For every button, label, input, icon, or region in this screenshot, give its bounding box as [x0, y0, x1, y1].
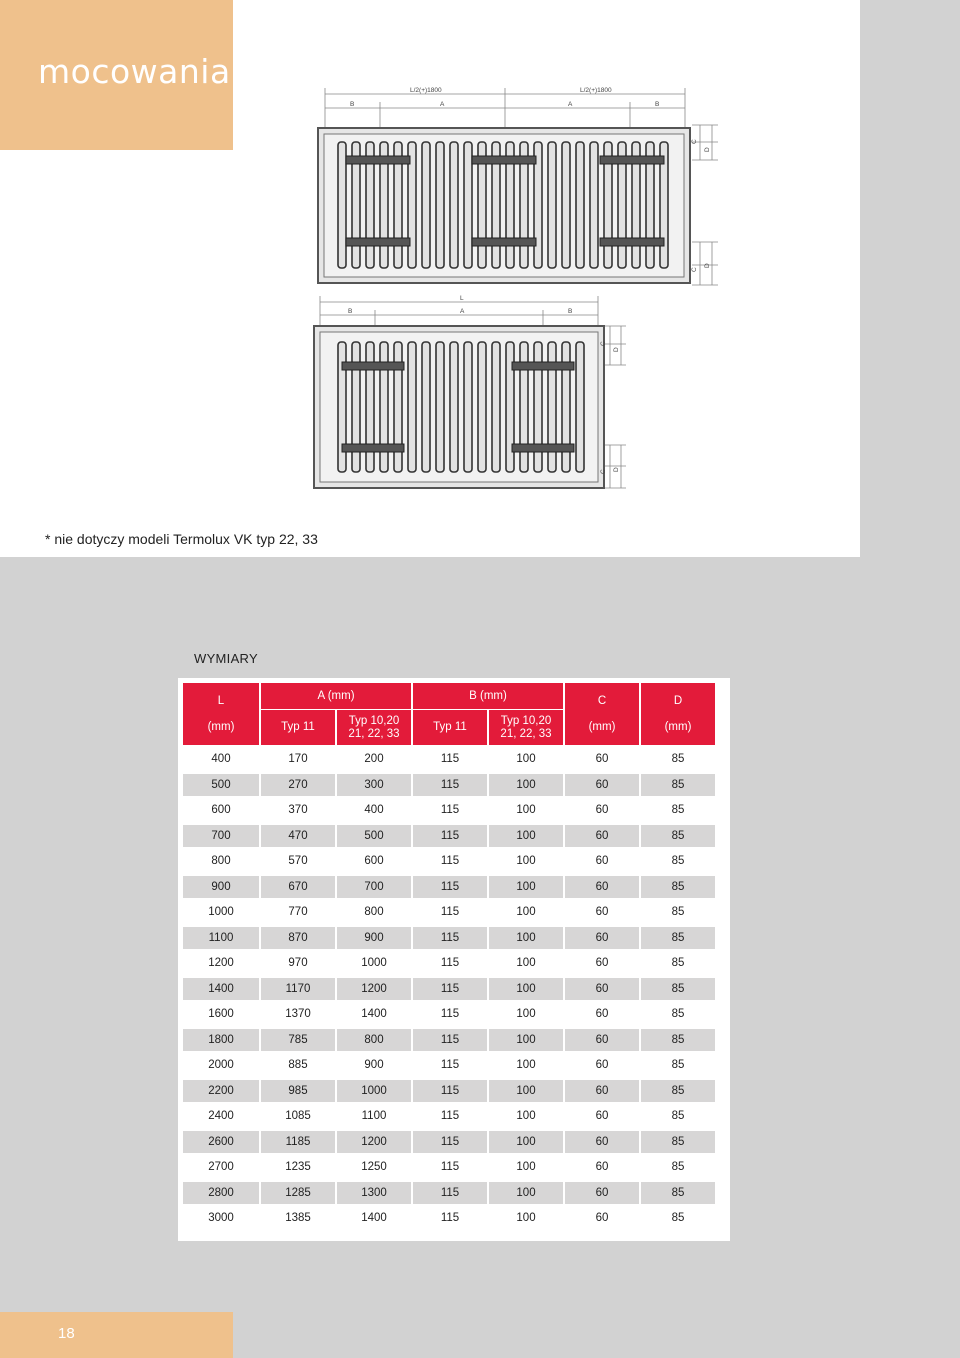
header-C: [565, 683, 639, 745]
table-cell: 85: [641, 1179, 715, 1205]
table-cell: 1000: [337, 1077, 411, 1103]
table-cell: 700: [183, 822, 259, 848]
table-cell: 100: [489, 975, 563, 1001]
dimensions-table-card: [178, 678, 730, 1241]
table-cell: 800: [183, 847, 259, 873]
page-title: mocowania: [38, 52, 231, 91]
header-B-typ11: Typ 11: [413, 710, 487, 745]
table-cell: 570: [261, 847, 335, 873]
table-cell: 60: [565, 1128, 639, 1154]
table-cell: 85: [641, 1026, 715, 1052]
table-cell: 60: [565, 1000, 639, 1026]
table-row: [183, 1102, 715, 1128]
table-cell: 85: [641, 1128, 715, 1154]
table-cell: 2600: [183, 1128, 259, 1154]
dim-top-right: L/2(+)1800: [580, 87, 612, 94]
table-cell: 100: [489, 1026, 563, 1052]
table-cell: 400: [337, 796, 411, 822]
table-cell: 2400: [183, 1102, 259, 1128]
table-cell: 1185: [261, 1128, 335, 1154]
table-cell: 115: [413, 873, 487, 899]
table-cell: 115: [413, 1153, 487, 1179]
table-cell: 600: [183, 796, 259, 822]
top-panel: [0, 0, 860, 557]
table-cell: 115: [413, 822, 487, 848]
table-cell: 1385: [261, 1204, 335, 1230]
table-cell: 85: [641, 796, 715, 822]
table-cell: 60: [565, 745, 639, 771]
table-cell: 60: [565, 771, 639, 797]
table-cell: 400: [183, 745, 259, 771]
table-cell: 100: [489, 796, 563, 822]
table-row: [183, 898, 715, 924]
table-cell: 85: [641, 745, 715, 771]
table-row: [183, 1051, 715, 1077]
header-A-typ10: Typ 10,20 21, 22, 33: [337, 710, 411, 745]
table-cell: 85: [641, 1153, 715, 1179]
table-cell: 85: [641, 949, 715, 975]
dim-label: C: [691, 267, 698, 272]
table-cell: 1370: [261, 1000, 335, 1026]
header-L: [183, 683, 259, 745]
table-cell: 785: [261, 1026, 335, 1052]
table-cell: 100: [489, 924, 563, 950]
table-cell: 115: [413, 1102, 487, 1128]
table-cell: 85: [641, 1102, 715, 1128]
table-row: [183, 1077, 715, 1103]
table-cell: 770: [261, 898, 335, 924]
title-tab: [0, 0, 233, 150]
table-cell: 1600: [183, 1000, 259, 1026]
table-row: [183, 949, 715, 975]
table-cell: 115: [413, 1179, 487, 1205]
table-cell: 85: [641, 847, 715, 873]
table-cell: 85: [641, 1000, 715, 1026]
table-cell: 985: [261, 1077, 335, 1103]
page-number: 18: [58, 1325, 75, 1342]
table-row: [183, 1204, 715, 1230]
table-row: [183, 771, 715, 797]
table-cell: 115: [413, 949, 487, 975]
table-cell: 1400: [337, 1000, 411, 1026]
dim-label: B: [348, 308, 353, 315]
table-cell: 60: [565, 873, 639, 899]
table-cell: 85: [641, 771, 715, 797]
table-cell: 100: [489, 1102, 563, 1128]
table-cell: 100: [489, 745, 563, 771]
table-cell: 1100: [337, 1102, 411, 1128]
table-cell: 1400: [337, 1204, 411, 1230]
table-cell: 885: [261, 1051, 335, 1077]
dim-label: A: [440, 101, 445, 108]
dim-label: C: [600, 341, 607, 346]
table-cell: 2200: [183, 1077, 259, 1103]
table-cell: 2700: [183, 1153, 259, 1179]
table-cell: 115: [413, 1000, 487, 1026]
dim-label: D: [704, 147, 711, 152]
table-cell: 1235: [261, 1153, 335, 1179]
table-body: [183, 745, 715, 1230]
dim-label: A: [568, 101, 573, 108]
table-cell: 900: [337, 924, 411, 950]
table-cell: 300: [337, 771, 411, 797]
table-cell: 60: [565, 1204, 639, 1230]
dim-label: D: [613, 347, 620, 352]
table-cell: 115: [413, 975, 487, 1001]
table-cell: 1200: [183, 949, 259, 975]
table-row: [183, 1128, 715, 1154]
table-cell: 85: [641, 1204, 715, 1230]
footnote: * nie dotyczy modeli Termolux VK typ 22, 33: [45, 531, 318, 547]
header-A-typ11: Typ 11: [261, 710, 335, 745]
table-cell: 1285: [261, 1179, 335, 1205]
table-cell: 85: [641, 898, 715, 924]
table-cell: 115: [413, 796, 487, 822]
table-cell: 115: [413, 771, 487, 797]
table-cell: 60: [565, 822, 639, 848]
table-cell: 100: [489, 1153, 563, 1179]
header-B: B (mm): [413, 683, 563, 710]
table-cell: 3000: [183, 1204, 259, 1230]
table-cell: 100: [489, 898, 563, 924]
mounting-drawing: [300, 80, 725, 500]
table-row: [183, 1000, 715, 1026]
header-label: L: [217, 695, 225, 707]
dim-label: A: [460, 308, 465, 315]
header-B-typ10: Typ 10,20 21, 22, 33: [489, 710, 563, 745]
table-row: [183, 975, 715, 1001]
table-cell: 1250: [337, 1153, 411, 1179]
page-number-tab: [0, 1312, 233, 1358]
dim-label: L: [460, 295, 464, 302]
table-cell: 60: [565, 847, 639, 873]
table-cell: 1200: [337, 1128, 411, 1154]
table-cell: 270: [261, 771, 335, 797]
table-row: [183, 924, 715, 950]
table-cell: 1170: [261, 975, 335, 1001]
table-cell: 800: [337, 1026, 411, 1052]
table-cell: 670: [261, 873, 335, 899]
table-cell: 900: [183, 873, 259, 899]
table-cell: 500: [183, 771, 259, 797]
dim-label: B: [655, 101, 660, 108]
table-cell: 115: [413, 898, 487, 924]
table-cell: 60: [565, 1026, 639, 1052]
table-cell: 115: [413, 1128, 487, 1154]
header-D: [641, 683, 715, 745]
table-cell: 100: [489, 771, 563, 797]
table-cell: 870: [261, 924, 335, 950]
table-cell: 85: [641, 1051, 715, 1077]
table-cell: 470: [261, 822, 335, 848]
table-cell: 170: [261, 745, 335, 771]
table-cell: 60: [565, 924, 639, 950]
table-cell: 60: [565, 975, 639, 1001]
table-cell: 85: [641, 924, 715, 950]
table-cell: 85: [641, 822, 715, 848]
table-cell: 100: [489, 1128, 563, 1154]
dim-label: C: [691, 139, 698, 144]
table-cell: 60: [565, 898, 639, 924]
table-cell: 2800: [183, 1179, 259, 1205]
table-row: [183, 847, 715, 873]
table-cell: 100: [489, 1204, 563, 1230]
dim-label: D: [613, 467, 620, 472]
table-cell: 970: [261, 949, 335, 975]
header-unit: (mm): [207, 721, 235, 733]
table-cell: 60: [565, 1179, 639, 1205]
table-cell: 100: [489, 873, 563, 899]
table-cell: 115: [413, 1204, 487, 1230]
table-cell: 100: [489, 1000, 563, 1026]
table-cell: 100: [489, 1179, 563, 1205]
table-cell: 1000: [337, 949, 411, 975]
header-label: D: [673, 695, 683, 707]
table-cell: 100: [489, 1077, 563, 1103]
table-cell: 85: [641, 873, 715, 899]
dim-label: B: [350, 101, 355, 108]
table-cell: 60: [565, 949, 639, 975]
table-cell: 115: [413, 1077, 487, 1103]
table-row: [183, 745, 715, 771]
table-cell: 370: [261, 796, 335, 822]
table-cell: 60: [565, 1077, 639, 1103]
table-cell: 2000: [183, 1051, 259, 1077]
table-row: [183, 822, 715, 848]
table-cell: 60: [565, 1051, 639, 1077]
header-label: C: [597, 695, 607, 707]
dim-label: D: [704, 263, 711, 268]
table-cell: 1085: [261, 1102, 335, 1128]
table-cell: 700: [337, 873, 411, 899]
table-cell: 115: [413, 924, 487, 950]
table-row: [183, 1179, 715, 1205]
table-cell: 115: [413, 847, 487, 873]
table-row: [183, 796, 715, 822]
table-cell: 900: [337, 1051, 411, 1077]
dimensions-table: [181, 683, 717, 1230]
table-cell: 85: [641, 1077, 715, 1103]
table-cell: 1100: [183, 924, 259, 950]
table-cell: 85: [641, 975, 715, 1001]
table-cell: 1300: [337, 1179, 411, 1205]
table-cell: 200: [337, 745, 411, 771]
table-cell: 60: [565, 1153, 639, 1179]
dim-top-left: L/2(+)1800: [410, 87, 442, 94]
dim-label: B: [568, 308, 573, 315]
table-title: WYMIARY: [194, 651, 258, 666]
table-row: [183, 1153, 715, 1179]
table-cell: 800: [337, 898, 411, 924]
table-cell: 600: [337, 847, 411, 873]
table-cell: 1200: [337, 975, 411, 1001]
table-cell: 60: [565, 796, 639, 822]
table-cell: 115: [413, 745, 487, 771]
table-cell: 500: [337, 822, 411, 848]
table-cell: 115: [413, 1026, 487, 1052]
header-A: A (mm): [261, 683, 411, 710]
dim-label: C: [600, 469, 607, 474]
table-cell: 100: [489, 949, 563, 975]
table-cell: 1800: [183, 1026, 259, 1052]
table-cell: 60: [565, 1102, 639, 1128]
table-cell: 100: [489, 822, 563, 848]
table-cell: 1000: [183, 898, 259, 924]
table-cell: 100: [489, 847, 563, 873]
table-cell: 1400: [183, 975, 259, 1001]
table-row: [183, 873, 715, 899]
table-cell: 115: [413, 1051, 487, 1077]
header-unit: (mm): [588, 721, 616, 733]
table-row: [183, 1026, 715, 1052]
table-cell: 100: [489, 1051, 563, 1077]
header-unit: (mm): [664, 721, 692, 733]
